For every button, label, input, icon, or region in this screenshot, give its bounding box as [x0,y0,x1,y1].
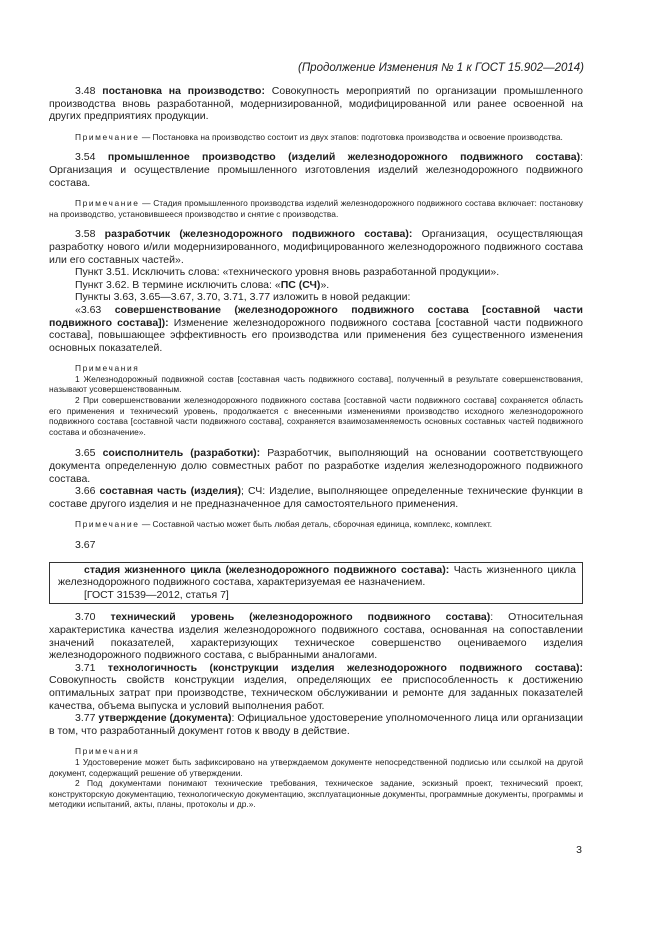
clause-3-67: стадия жизненного цикла (железнодорожного подвижного состава): Часть жизненного цикла железнодорожного подвижного состава, характеризуемая ее назначением. [58,563,576,589]
note-3-48: Примечание — Постановка на производство состоит из двух этапов: подготовка производства и освоение производства. [75,131,563,142]
term: составная часть (изделия) [99,485,242,498]
notes-3-77-label: Примечания [75,746,140,757]
clause-3-65: 3.65 соисполнитель (разработки): Разработчик, выполняющий на основании соответствующего документа определенную долю совместных работ по разработке изделия железнодорожного подвижного состава. [49,447,583,485]
document-body [49,85,583,810]
term: стадия жизненного цикла (железнодорожного подвижного состава): [84,563,450,576]
note-3-77-2: 2 Под документами понимают технические требования, техническое задание, эскизный проект, технический проект, конструкторскую документацию, технологическую документацию, эксплуатационные документы, программные документы, программы и методики испытаний, акты, планы, протоколы и др.». [49,778,583,810]
term: утверждение (документа) [98,712,232,725]
note-3-63-2: 2 При совершенствовании железнодорожного подвижного состава [составной части подвижного состава] сохраняется область его применения и технический уровень, продолжается с внесенными изменениями производство исходного железнодорожного подвижного состава [составной части подвижного состава], сохраняется взаимозаменяемость основных составных частей подвижного состава и обозначение». [49,395,583,437]
term: постановка на производство: [102,85,265,97]
notes-3-63-label: Примечания [75,363,140,374]
note-3-66: Примечание — Составной частью может быть любая деталь, сборочная единица, комплекс, комплект. [75,519,493,530]
clause-3-70: 3.70 технический уровень (железнодорожного подвижного состава): Относительная характеристика качества изделия железнодорожного подвижного состава, основанная на сопоставлении значений показателей, характеризующих техническое совершенство оцениваемого изделия железнодорожного подвижного состава, с выбранными аналогами. [49,611,584,662]
term: совершенствование (железнодорожного подвижного состава [составной части подвижного состава]): [49,303,584,329]
page-header: (Продолжение Изменения № 1 к ГОСТ 15.902—2014) [298,62,584,74]
clause-3-48: 3.48 постановка на производство: Совокупность мероприятий по организации промышленного производства вновь разработанной, модернизированной, модифицированной или ранее освоенной на других предприятиях продукции. [49,85,583,123]
clause-3-67-number: 3.67 [75,539,96,551]
note-3-63-1: 1 Железнодорожный подвижной состав [составная часть подвижного состава], полученный в результате совершенствования, называют усовершенствованным. [49,373,583,395]
clause-3-77: 3.77 утверждение (документа): Официальное удостоверение уполномоченного лица или организации в том, что разработанный документ готов к вводу в действие. [49,712,583,737]
amendment-3-62: Пункт 3.62. В термине исключить слова: «ПС (СЧ)». [75,278,330,291]
clause-3-66: 3.66 составная часть (изделия); СЧ: Изделие, выполняющее определенные технические функции в составе другого изделия и не предназначенное для самостоятельного применения. [49,485,583,510]
clause-3-67-source: [ГОСТ 31539—2012, статья 7] [84,588,229,601]
page-number: 3 [576,844,582,856]
clause-3-58: 3.58 разработчик (железнодорожного подвижного состава): Организация, осуществляющая разработку нового и/или модернизированного, модифицированного железнодорожного подвижного состава или его составных частей». [49,228,583,266]
clause-3-71: 3.71 технологичность (конструкции изделия железнодорожного подвижного состава): Совокупность свойств конструкции изделия, определяющих ее приспособленность к достижению оптимальных затрат при производстве, техническом обслуживании и ремонте для заданных показателей качества, объема выпуска и условий выполнения работ. [49,661,583,712]
clause-3-54: 3.54 промышленное производство (изделий железнодорожного подвижного состава): Организация и осуществление промышленного изготовления изделий железнодорожного подвижного состава. [49,151,583,189]
term: технический уровень (железнодорожного подвижного состава) [110,611,491,624]
term: соисполнитель (разработки): [102,447,261,460]
term: разработчик (железнодорожного подвижного состава): [104,228,413,241]
note-3-54: Примечание — Стадия промышленного производства изделий железнодорожного подвижного состава включает: постановку на производство, установившееся производство и снятие с производства. [49,198,583,219]
amendment-3-51: Пункт 3.51. Исключить слова: «технического уровня вновь разработанной продукции». [75,266,500,279]
clause-3-63: «3.63 совершенствование (железнодорожного подвижного состава [составной части подвижного состава]): Изменение железнодорожного подвижного состава [составной части подвижного состава], повышающее эффективность его производства или применения без существенного изменения основных показателей. [49,303,584,354]
amendment-list: Пункты 3.63, 3.65—3.67, 3.70, 3.71, 3.77 изложить в новой редакции: [75,291,411,304]
term: промышленное производство (изделий железнодорожного подвижного состава) [107,151,581,164]
clause-3-67-box [49,562,583,605]
note-3-77-1: 1 Удостоверение может быть зафиксировано на утверждаемом документе непосредственной подписью или ссылкой на другой документ, содержащий решение об утверждении. [49,756,583,778]
term: технологичность (конструкции изделия железнодорожного подвижного состава): [107,661,583,674]
